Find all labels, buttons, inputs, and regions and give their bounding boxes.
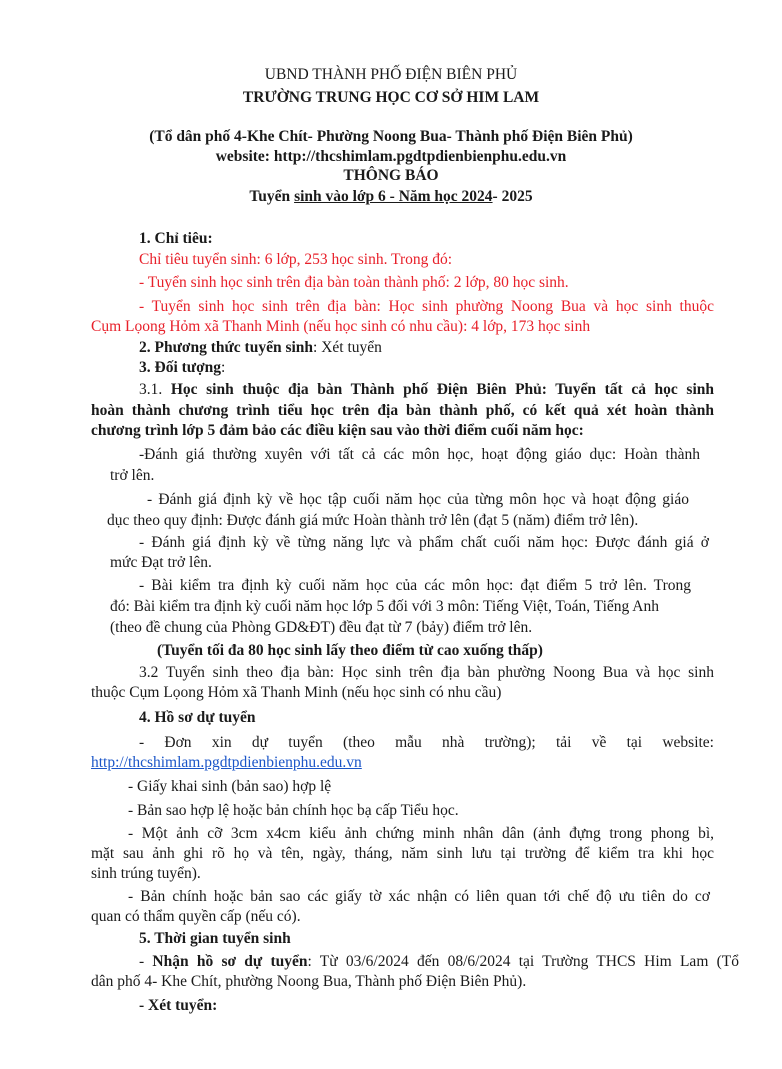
document-2: - Giấy khai sinh (bản sao) hợp lệ [128,778,332,795]
section-2-value: : Xét tuyển [313,339,382,356]
receive-docs-label: Nhận hồ sơ dự tuyển [152,953,308,970]
document-1-line-1: - Đơn xin dự tuyển (theo mẫu nhà trường); tải về tại website: [139,734,714,751]
school-website: website: http://thcshimlam.pgdtpdienbienphu.edu.vn [215,148,567,165]
max-students-note: (Tuyển tối đa 80 học sinh lấy theo điểm từ cao xuống thấp) [157,642,543,659]
quota-summary: Chỉ tiêu tuyển sinh: 6 lớp, 253 học sinh. Trong đó: [139,251,453,268]
agency-name: UBND THÀNH PHỐ ĐIỆN BIÊN PHỦ [264,66,518,83]
condition-4-line-2: đó: Bài kiểm tra định kỳ cuối năm học lớp 5 đối với 3 môn: Tiếng Việt, Toán, Tiếng Anh [110,598,659,615]
subtitle-part-c: - 2025 [492,188,533,205]
document-3: - Bản sao hợp lệ hoặc bản chính học bạ cấp Tiểu học. [128,802,459,819]
section-2-heading: 2. Phương thức tuyển sinh [139,339,314,356]
section-1-heading: 1. Chỉ tiêu: [139,230,213,247]
subtitle-part-b: sinh vào lớp 6 - Năm học 2024 [294,188,493,205]
quota-local-line-2: Cụm Lọong Hỏm xã Thanh Minh (nếu học sinh có nhu cầu): 4 lớp, 173 học sinh [91,318,591,335]
receive-docs-text-1: : Từ 03/6/2024 đến 08/6/2024 tại Trường THCS Him Lam (Tổ [307,953,739,970]
condition-1-line-1: -Đánh giá thường xuyên với tất cả các môn học, hoạt động giáo dục: Hoàn thành [139,446,700,463]
document-5-line-1: - Bản chính hoặc bản sao các giấy tờ xác nhận có liên quan tới chế độ ưu tiên do cơ [128,888,710,905]
subtitle-part-a: Tuyển [249,188,295,205]
criteria-32-line-1: 3.2 Tuyển sinh theo địa bàn: Học sinh trên địa bàn phường Noong Bua và học sinh [139,664,714,681]
receive-docs-line-1 [139,952,739,971]
criteria-32-line-2: thuộc Cụm Lọong Hỏm xã Thanh Minh (nếu học sinh có nhu cầu) [91,684,502,701]
section-4-heading: 4. Hồ sơ dự tuyển [139,709,256,726]
criteria-31-line-3: chương trình lớp 5 đảm bảo các điều kiện sau vào thời điểm cuối năm học: [91,422,584,439]
document-4-line-2: mặt sau ảnh ghi rõ họ và tên, ngày, tháng, năm sinh lưu tại trường để kiểm tra khi học [91,845,714,862]
section-3-colon: : [221,359,226,376]
section-3-heading: 3. Đối tượng [139,359,222,376]
school-address: (Tổ dân phố 4-Khe Chít- Phường Noong Bua- Thành phố Điện Biên Phủ) [149,128,633,145]
condition-3-line-1: - Đánh giá định kỳ về từng năng lực và phẩm chất cuối năm học: Được đánh giá ở [139,534,709,551]
condition-2-line-1: - Đánh giá định kỳ về học tập cuối năm học của từng môn học và hoạt động giáo [147,491,689,508]
condition-3-line-2: mức Đạt trở lên. [110,554,212,571]
condition-2-line-2: dục theo quy định: Được đánh giá mức Hoàn thành trở lên (đạt 5 (năm) điểm trở lên). [107,512,639,529]
condition-1-line-2: trở lên. [110,467,155,484]
quota-local-line-1: - Tuyển sinh học sinh trên địa bàn: Học sinh phường Noong Bua và học sinh thuộc [139,298,714,315]
receive-docs-dash: - [139,953,153,970]
receive-docs-line-2: dân phố 4- Khe Chít, phường Noong Bua, Thành phố Điện Biên Phủ). [91,973,527,990]
section-2 [139,338,382,357]
school-name: TRƯỜNG TRUNG HỌC CƠ SỞ HIM LAM [242,89,540,106]
website-link[interactable]: http://thcshimlam.pgdtpdienbienphu.edu.vn [91,754,362,771]
notice-subtitle [0,187,782,206]
criteria-31-line-2: hoàn thành chương trình tiểu học trên địa bàn thành phố, có kết quả xét hoàn thành [91,402,714,419]
document-5-line-2: quan có thẩm quyền cấp (nếu có). [91,908,301,925]
section-5-heading: 5. Thời gian tuyển sinh [139,930,291,947]
section-3 [139,358,225,377]
quota-city: - Tuyển sinh học sinh trên địa bàn toàn thành phố: 2 lớp, 80 học sinh. [139,274,569,291]
notice-title: THÔNG BÁO [343,167,439,184]
condition-4-line-1: - Bài kiểm tra định kỳ cuối năm học của các môn học: đạt điểm 5 trở lên. Trong [139,577,691,594]
document-4-line-3: sinh trúng tuyển). [91,865,201,882]
selection-label: - Xét tuyển: [139,997,218,1014]
criteria-31-number: 3.1. [139,381,171,398]
criteria-31-line-1 [139,380,714,399]
document-4-line-1: - Một ảnh cỡ 3cm x4cm kiểu ảnh chứng minh nhân dân (ảnh đựng trong phong bì, [128,825,714,842]
criteria-31-text-1: Học sinh thuộc địa bàn Thành phố Điện Biên Phủ: Tuyển tất cả học sinh [170,381,714,398]
condition-4-line-3: (theo đề chung của Phòng GD&ĐT) đều đạt từ 7 (bảy) điểm trở lên. [110,619,533,636]
